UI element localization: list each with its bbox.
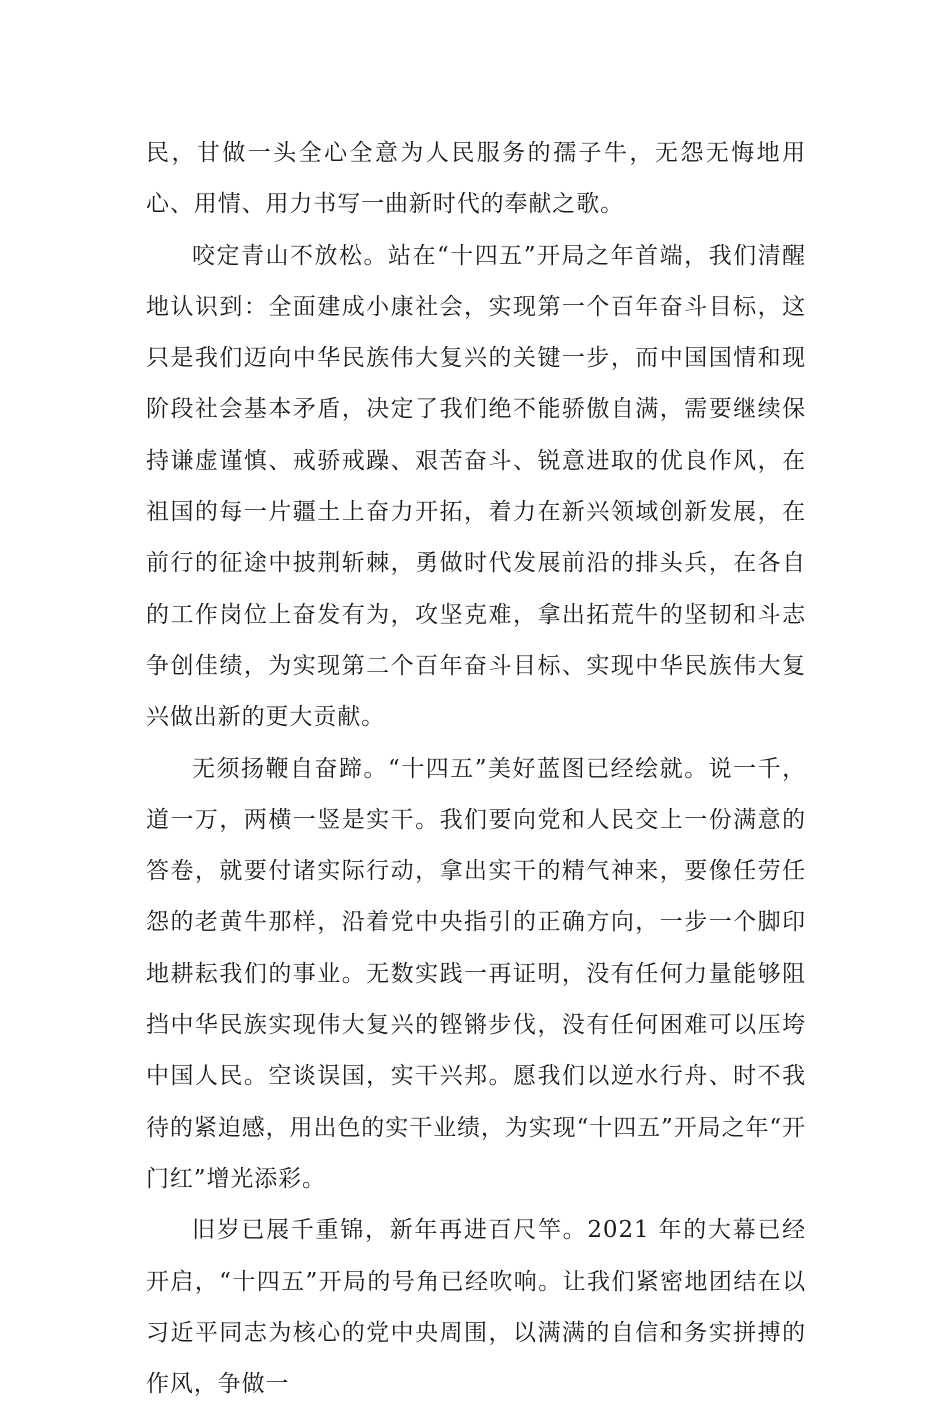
paragraph-yangbian: 无须扬鞭自奋蹄。“十四五”美好蓝图已经绘就。说一千，道一万，两横一竖是实干。我们要向党和人民交上一份满意的答卷，就要付诸实际行动，拿出实干的精气神来，要像任劳任怨的老黄牛那样，沿着党中央指引的正确方向，一步一个脚印地耕耘我们的事业。无数实践一再证明，没有任何力量能够阻挡中华民族实现伟大复兴的铿锵步伐，没有任何困难可以压垮中国人民。空谈误国，实干兴邦。愿我们以逆水行舟、时不我待的紧迫感，用出色的实干业绩，为实现“十四五”开局之年“开门红”增光添彩。 (146, 755, 806, 1192)
paragraph-continuation: 民，甘做一头全心全意为人民服务的孺子牛，无怨无悔地用心、用情、用力书写一曲新时代的奉献之歌。 (146, 140, 806, 218)
paragraph-qingshan: 咬定青山不放松。站在“十四五”开局之年首端，我们清醒地认识到：全面建成小康社会，实现第一个百年奋斗目标，这只是我们迈向中华民族伟大复兴的关键一步，而中国国情和现阶段社会基本矛盾，决定了我们绝不能骄傲自满，需要继续保持谦虚谨慎、戒骄戒躁、艰苦奋斗、锐意进取的优良作风，在祖国的每一片疆土上奋力开拓，着力在新兴领域创新发展，在前行的征途中披荆斩棘，勇做时代发展前沿的排头兵，在各自的工作岗位上奋发有为，攻坚克难，拿出拓荒牛的坚韧和斗志争创佳绩，为实现第二个百年奋斗目标、实现中华民族伟大复兴做出新的更大贡献。 (146, 242, 806, 731)
document-body (146, 128, 806, 1410)
paragraph-jiusui: 旧岁已展千重锦，新年再进百尺竿。2021 年的大幕已经开启，“十四五”开局的号角已经吹响。让我们紧密地团结在以习近平同志为核心的党中央周围，以满满的自信和务实拼搏的作风，争做一 (146, 1217, 806, 1398)
